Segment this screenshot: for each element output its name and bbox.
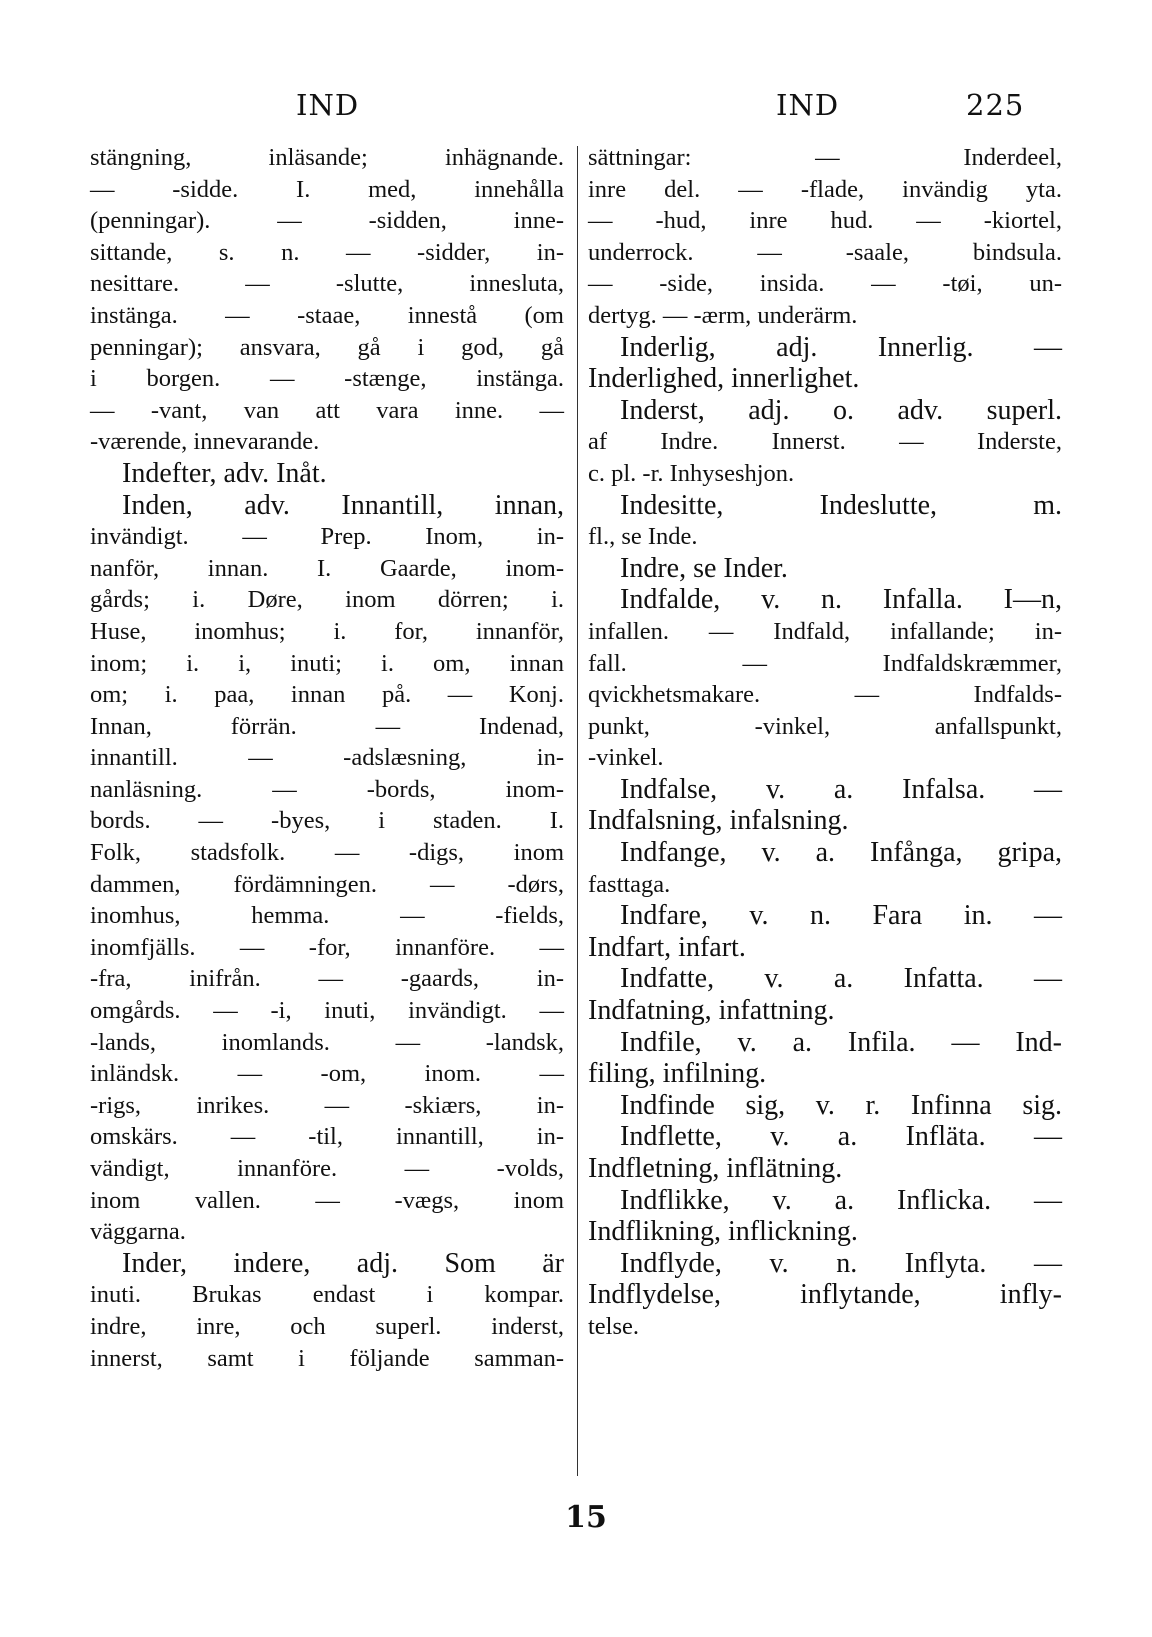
dictionary-line: nanläsning. — -bords, inom- — [90, 775, 564, 803]
dictionary-line: Huse, inomhus; i. for, innanför, — [90, 617, 564, 645]
dictionary-line: innantill. — -adslæsning, in- — [90, 744, 564, 772]
dictionary-line: Indfalde, v. n. Infalla. I—n, — [620, 584, 1062, 616]
dictionary-line: bords. — -byes, i staden. I. — [90, 807, 564, 835]
dictionary-line: -værende, innevarande. — [90, 428, 320, 456]
dictionary-line: Indre, se Inder. — [620, 552, 788, 584]
dictionary-line: Innan, förrän. — Indenad, — [90, 712, 564, 740]
dictionary-line: Indfalse, v. a. Infalsa. — — [620, 773, 1062, 805]
dictionary-line: sittande, s. n. — -sidder, in- — [90, 238, 564, 266]
dictionary-line: Folk, stadsfolk. — -digs, inom — [90, 839, 564, 867]
dictionary-line: -vinkel. — [588, 744, 664, 772]
dictionary-line: instänga. — -staae, innestå (om — [90, 301, 564, 329]
dictionary-line: stängning, inläsande; inhägnande. — [90, 144, 564, 171]
dictionary-line: filing, infilning. — [588, 1058, 767, 1090]
dictionary-line: Inder, indere, adj. Som är — [122, 1247, 564, 1279]
dictionary-line: underrock. — -saale, bindsula. — [588, 238, 1062, 266]
dictionary-line: Indfare, v. n. Fara in. — — [620, 900, 1062, 932]
header-guide-word-right: IND — [776, 88, 840, 122]
dictionary-line: Inderlighed, innerlighet. — [588, 363, 860, 395]
dictionary-line: inre del. — -flade, invändig yta. — [588, 175, 1062, 203]
dictionary-line: Indfletning, inflätning. — [588, 1153, 843, 1184]
dictionary-line: punkt, -vinkel, anfallspunkt, — [588, 712, 1062, 740]
dictionary-line: Indfatning, infattning. — [588, 995, 835, 1027]
dictionary-line: fall. — Indfaldskræmmer, — [588, 649, 1062, 677]
dictionary-line: dertyg. — -ærm, underärm. — [588, 301, 858, 329]
dictionary-line: Indflikke, v. a. Inflicka. — — [620, 1184, 1062, 1216]
dictionary-line: nesittare. — -slutte, innesluta, — [90, 270, 564, 298]
dictionary-line: penningar); ansvara, gå i god, gå — [90, 333, 564, 361]
dictionary-line: — -side, insida. — -tøi, un- — [588, 270, 1062, 298]
dictionary-line: Indfile, v. a. Infila. — Ind- — [620, 1026, 1062, 1058]
dictionary-line: väggarna. — [90, 1218, 186, 1246]
page-footer — [0, 1500, 1152, 1535]
dictionary-line: Indfinde sig, v. r. Infinna sig. — [620, 1089, 1062, 1121]
dictionary-line: indre, inre, och superl. inderst, — [90, 1312, 564, 1340]
dictionary-line: infallen. — Indfald, infallande; in- — [588, 617, 1062, 645]
dictionary-line: Indflikning, inflickning. — [588, 1216, 858, 1248]
dictionary-line: Inden, adv. Innantill, innan, — [122, 489, 564, 521]
dictionary-line: vändigt, innanföre. — -volds, — [90, 1155, 564, 1182]
dictionary-line: — -hud, inre hud. — -kiortel, — [588, 207, 1062, 235]
dictionary-line: Indfange, v. a. Infånga, gripa, — [620, 837, 1062, 869]
dictionary-line: nanför, innan. I. Gaarde, inom- — [90, 554, 564, 582]
dictionary-line: i borgen. — -stænge, instänga. — [90, 365, 564, 393]
dictionary-line: Inderst, adj. o. adv. superl. — [620, 394, 1062, 426]
right-column — [588, 142, 1062, 1343]
header-guide-word-left: IND — [296, 88, 360, 122]
dictionary-line: invändigt. — Prep. Inom, in- — [90, 523, 564, 551]
dictionary-line: telse. — [588, 1312, 640, 1340]
dictionary-line: inländsk. — -om, inom. — — [90, 1060, 564, 1088]
dictionary-line: Indfalsning, infalsning. — [588, 805, 849, 837]
dictionary-line: omskärs. — -til, innantill, in- — [90, 1123, 564, 1151]
column-divider — [577, 146, 578, 1476]
page-number: 225 — [966, 88, 1025, 122]
signature-mark: 15 — [565, 1500, 607, 1535]
dictionary-line: Indfatte, v. a. Infatta. — — [620, 963, 1062, 995]
dictionary-line: inom vallen. — -vægs, inom — [90, 1186, 564, 1214]
dictionary-line: -fra, inifrån. — -gaards, in- — [90, 965, 564, 993]
dictionary-line: dammen, fördämningen. — -dørs, — [90, 870, 564, 898]
dictionary-line: inom; i. i, inuti; i. om, innan — [90, 649, 564, 677]
dictionary-line: sättningar: — Inderdeel, — [588, 144, 1062, 171]
dictionary-line: inomhus, hemma. — -fields, — [90, 902, 564, 930]
dictionary-line: innerst, samt i följande samman- — [90, 1344, 564, 1372]
dictionary-line: fasttaga. — [588, 870, 671, 898]
dictionary-line: Indesitte, Indeslutte, m. — [620, 489, 1062, 521]
dictionary-line: omgårds. — -i, inuti, invändigt. — — [90, 997, 564, 1025]
left-column — [90, 142, 564, 1374]
dictionary-line: -lands, inomlands. — -landsk, — [90, 1028, 564, 1056]
dictionary-line: (penningar). — -sidden, inne- — [90, 207, 564, 235]
dictionary-line: Inderlig, adj. Innerlig. — — [620, 331, 1062, 363]
dictionary-line: c. pl. -r. Inhyseshjon. — [588, 459, 795, 487]
dictionary-line: Indfart, infart. — [588, 931, 746, 963]
dictionary-line: inomfjälls. — -for, innanföre. — — [90, 933, 564, 961]
dictionary-line: fl., se Inde. — [588, 523, 698, 551]
dictionary-line: Indefter, adv. Inåt. — [122, 457, 327, 489]
dictionary-line: inuti. Brukas endast i kompar. — [90, 1281, 564, 1309]
dictionary-line: Indflyde, v. n. Inflyta. — — [620, 1247, 1062, 1279]
dictionary-line: — -vant, van att vara inne. — — [90, 396, 564, 424]
dictionary-line: — -sidde. I. med, innehålla — [90, 175, 564, 203]
dictionary-line: Indflette, v. a. Infläta. — — [620, 1121, 1062, 1153]
dictionary-line: om; i. paa, innan på. — Konj. — [90, 681, 564, 709]
dictionary-line: af Indre. Innerst. — Inderste, — [588, 428, 1062, 456]
dictionary-line: -rigs, inrikes. — -skiærs, in- — [90, 1091, 564, 1119]
dictionary-line: Indflydelse, inflytande, infly- — [588, 1279, 1062, 1311]
page-header — [0, 88, 1152, 128]
dictionary-line: qvickhetsmakare. — Indfalds- — [588, 681, 1062, 709]
dictionary-line: gårds; i. Døre, inom dörren; i. — [90, 586, 564, 614]
